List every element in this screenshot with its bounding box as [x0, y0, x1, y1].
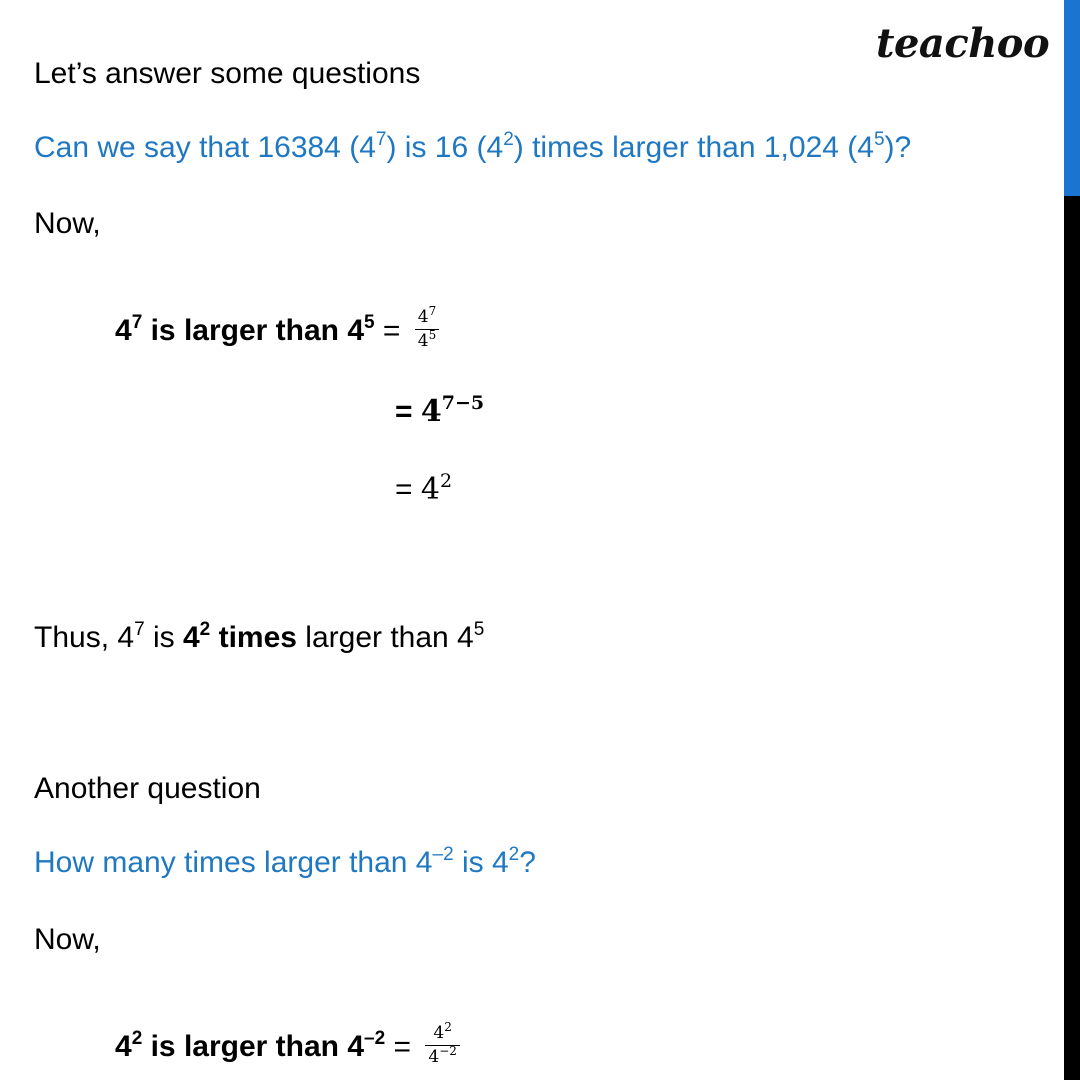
now-label-2: Now,: [34, 923, 101, 956]
denominator-base: 4: [428, 1047, 440, 1067]
exponent: –2: [432, 844, 454, 865]
conclusion-text: [34, 620, 484, 660]
question-1-part: Can we say that 16384 (4: [34, 131, 376, 164]
numerator-base: 4: [433, 1023, 445, 1043]
exponent: 2: [199, 619, 211, 640]
now-label-1: Now,: [34, 207, 101, 240]
step-1-equation: [115, 304, 439, 355]
question-1: [34, 130, 911, 170]
exponent: 2: [131, 1028, 143, 1050]
denominator-base: 4: [417, 331, 429, 351]
exponent: 5: [873, 129, 885, 150]
equals-sign: =: [395, 395, 421, 428]
step-3-equation: [395, 472, 452, 511]
exponent: 7: [134, 619, 145, 640]
question-1-part: )?: [884, 131, 912, 164]
conclusion-bold-word: times: [210, 621, 297, 654]
question-2-part: is 4: [453, 846, 509, 879]
exponent: 2: [508, 844, 520, 865]
exponent: −2: [439, 1044, 457, 1058]
step-3-base: 4: [420, 472, 440, 507]
fraction: [425, 1020, 460, 1068]
conclusion-part: is: [144, 621, 183, 654]
step-1-text: is larger than 4: [142, 314, 365, 348]
conclusion-part: larger than 4: [296, 621, 474, 654]
exponent: 2: [503, 129, 514, 150]
exponent: 7: [131, 312, 143, 334]
fraction-denominator: [415, 330, 439, 352]
question-1-part: ) is 16 (4: [386, 131, 504, 164]
step-2-base: 4: [420, 394, 442, 429]
exponent: 7−5: [441, 392, 485, 414]
exponent: 5: [428, 328, 437, 342]
equals-sign: =: [374, 314, 409, 348]
another-question-label: Another question: [34, 772, 261, 805]
question-2: [34, 845, 536, 885]
step-1-base: 4: [115, 314, 132, 348]
fraction-numerator: [425, 1020, 460, 1046]
exponent: 7: [428, 304, 437, 318]
exponent: 5: [473, 619, 485, 640]
step-2-equation: [395, 394, 484, 433]
fraction: [415, 304, 439, 352]
step-4-base: 4: [115, 1030, 132, 1064]
conclusion-bold-base: 4: [182, 621, 200, 654]
conclusion-part: Thus, 4: [34, 621, 135, 654]
equals-sign: =: [385, 1030, 420, 1064]
exponent: –2: [364, 1028, 386, 1050]
question-1-part: ) times larger than 1,024 (4: [513, 131, 874, 164]
step-4-equation: [115, 1020, 460, 1071]
exponent: 7: [375, 129, 387, 150]
exponent: 5: [364, 312, 375, 334]
question-2-part: ?: [519, 846, 536, 879]
exponent: 2: [439, 470, 453, 492]
step-4-text: is larger than 4: [142, 1030, 365, 1064]
exponent: 2: [444, 1020, 452, 1034]
fraction-denominator: [425, 1046, 460, 1068]
teachoo-logo: teachoo: [876, 20, 1050, 67]
intro-text: Let’s answer some questions: [34, 57, 421, 90]
equals-sign: =: [395, 473, 421, 506]
scrollbar-thumb[interactable]: [1064, 0, 1080, 196]
numerator-base: 4: [417, 307, 429, 327]
fraction-numerator: [415, 304, 439, 330]
question-2-part: How many times larger than 4: [34, 846, 433, 879]
scrollbar-track[interactable]: [1064, 0, 1080, 1080]
